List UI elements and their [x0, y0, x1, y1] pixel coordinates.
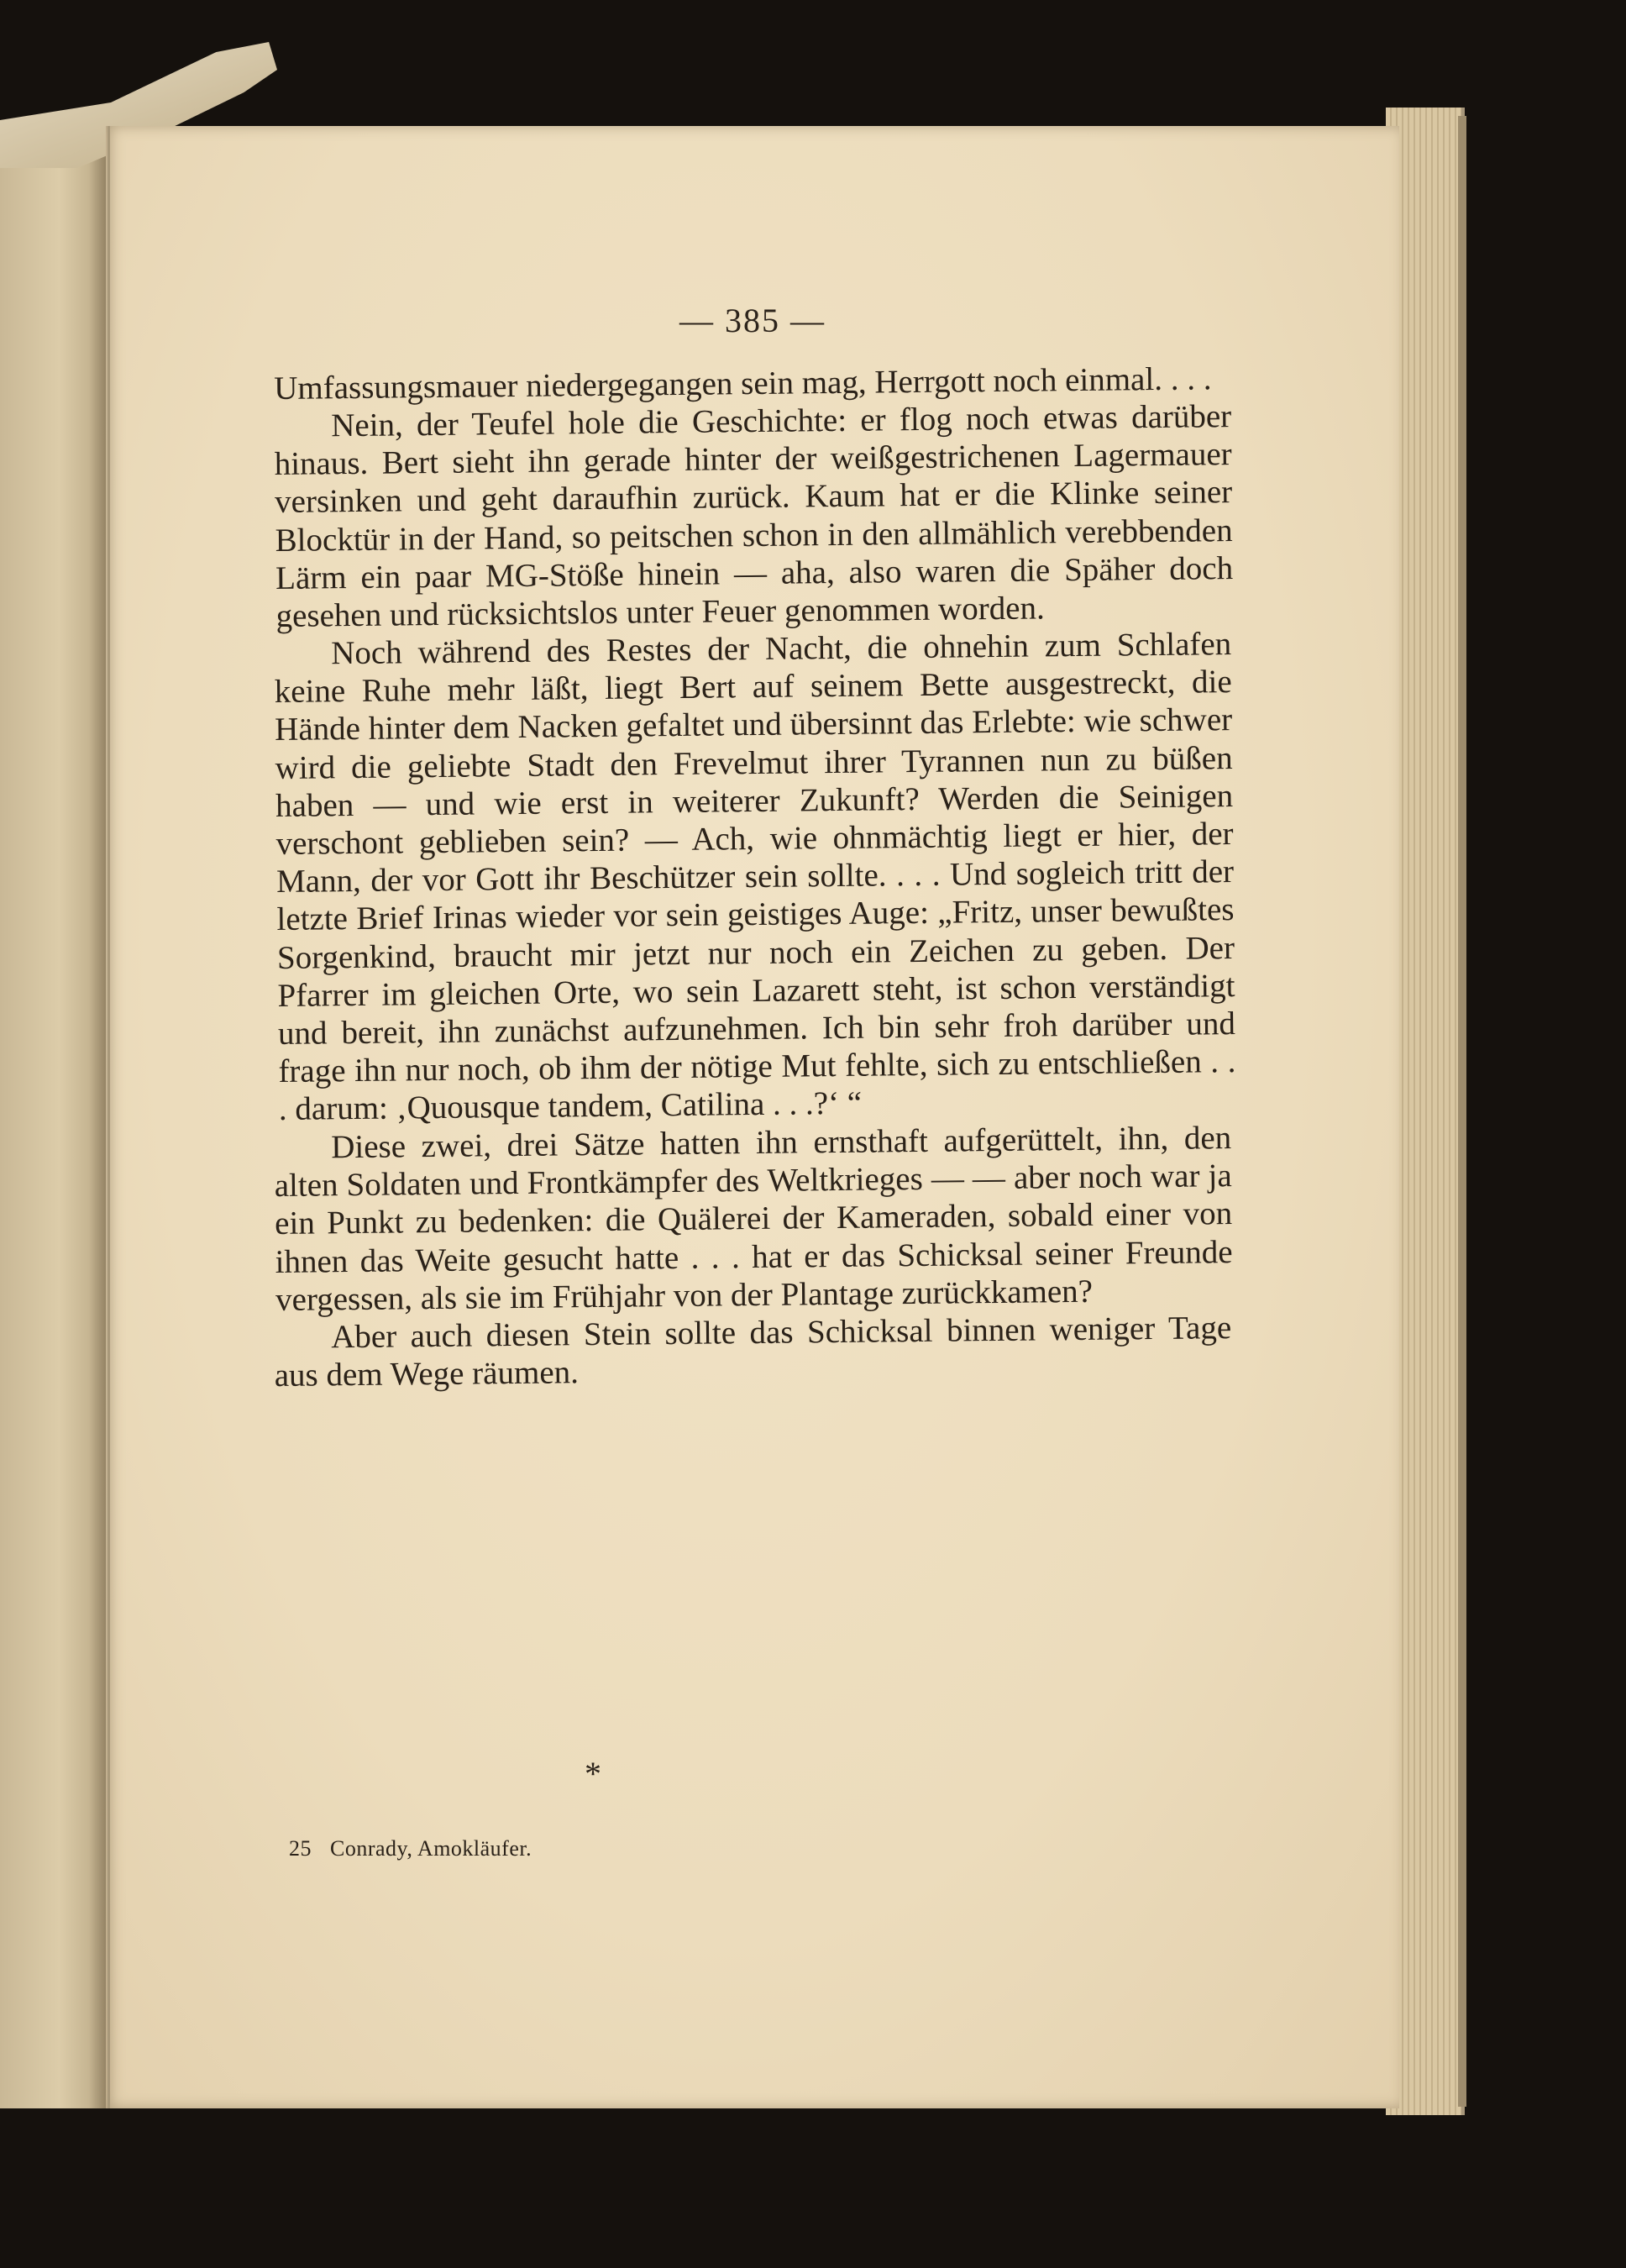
paragraph-2: Nein, der Teufel hole die Geschichte: er flog noch etwas darüber hinaus. Bert sieht ihn gerade hinter der weißgestrichenen Lagermauer versinken und geht daraufhin zurück. Kaum hat er die Klinke seiner Blocktür in der Hand, so peitschen schon in den allmählich verebbenden Lärm ein paar MG-Stöße hinein — aha, also waren die Späher doch gesehen und rücksichtslos unter Feuer genommen worden. [274, 398, 1234, 635]
paragraph-5: Aber auch diesen Stein sollte das Schicksal binnen weniger Tage aus dem Wege räumen. [274, 1310, 1232, 1394]
book-cover-edge [1458, 116, 1466, 2107]
section-break-asterisk: * [585, 1755, 601, 1793]
body-text [274, 360, 1236, 1394]
paragraph-3: Noch während des Restes der Nacht, die ohnehin zum Schlafen keine Ruhe mehr läßt, liegt Bert auf seinem Bette ausgestreckt, die Hände hinter dem Nacken gefaltet und übersinnt das Erlebte: wie schwer wird die geliebte Stadt den Frevelmut ihrer Tyrannen nun zu büßen haben — und wie erst in weiterer Zukunft? Werden die Seinigen verschont geblieben sein? — Ach, wie ohnmächtig liegt er hier, der Mann, der vor Gott ihr Beschützer sein sollte. . . . Und sogleich tritt der letzte Brief Irinas wieder vor sein geistiges Auge: „Fritz, unser bewußtes Sorgenkind, braucht mir jetzt nur noch ein Zeichen zu geben. Der Pfarrer im gleichen Orte, wo sein Lazarett steht, ist schon verständigt und bereit, ihn zunächst aufzunehmen. Ich bin sehr froh darüber und frage ihn nur noch, ob ihm der nötige Mut fehlte, sich zu entschließen . . . darum: ‚Quousque tandem, Catilina . . .?‘ “ [274, 626, 1236, 1128]
paragraph-1: Umfassungsmauer niedergegangen sein mag, Herrgott noch einmal. . . . [274, 360, 1212, 407]
running-title: Conrady, Amokläufer. [330, 1836, 532, 1861]
gutter-line [108, 126, 110, 2108]
signature-number: 25 [289, 1836, 312, 1861]
paragraph-4: Diese zwei, drei Sätze hatten ihn ernsthaft aufgerüttelt, ihn, den alten Soldaten und Frontkämpfer des Weltkrieges — — aber noch war ja ein Punkt zu bedenken: die Quälerei der Kameraden, sobald einer von ihnen das Weite gesucht hatte . . . hat er das Schicksal seiner Freunde vergessen, als sie im Frühjahr von der Plantage zurückkamen? [274, 1120, 1233, 1318]
previous-page-edge [0, 126, 110, 2108]
footer [289, 1836, 532, 1861]
spine-shadow [89, 126, 108, 2108]
book-page [106, 126, 1399, 2108]
page-number-header: — 385 — [679, 302, 826, 339]
